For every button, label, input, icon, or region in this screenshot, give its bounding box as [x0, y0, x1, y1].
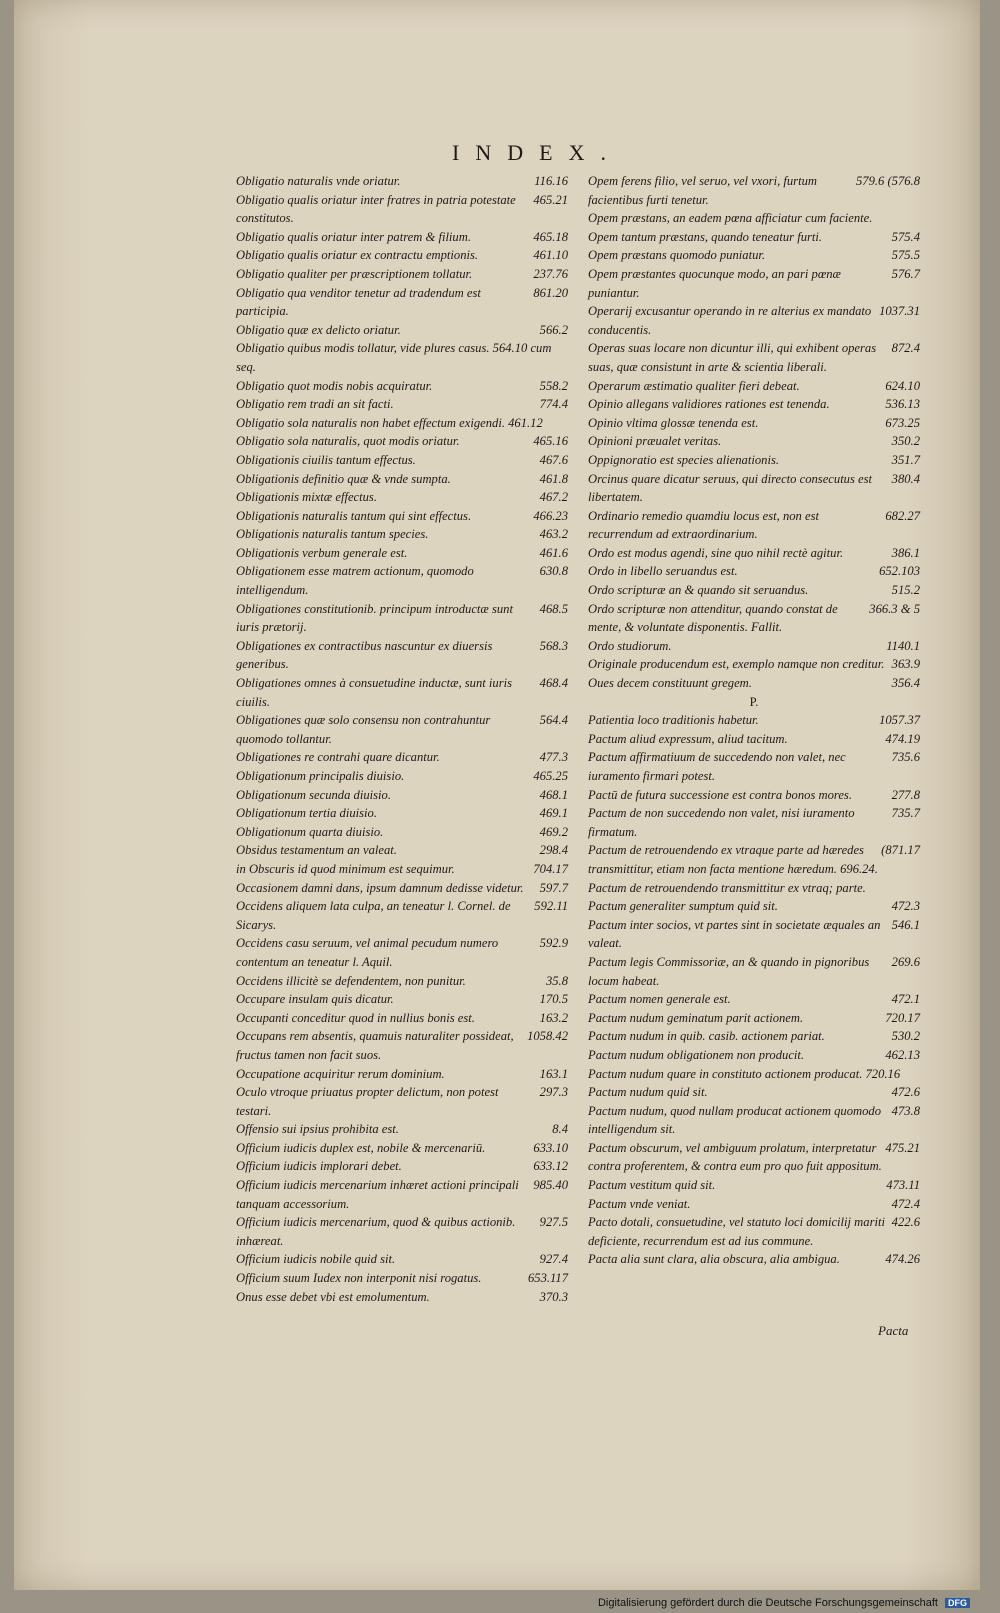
page-reference: 630.8 — [539, 564, 568, 579]
entry-text: Officium suum Iudex non interponit nisi rogatus. — [236, 1271, 482, 1286]
index-entry — [588, 879, 920, 898]
entry-text: Onus esse debet vbi est emolumentum. — [236, 1289, 430, 1304]
page-reference: 735.6 — [891, 750, 920, 765]
entry-text: Occidens illicitè se defendentem, non punitur. — [236, 973, 466, 988]
index-entry — [236, 544, 568, 563]
index-column-left — [236, 172, 568, 1306]
index-entry — [588, 544, 920, 563]
entry-text: Obligatio quot modis nobis acquiratur. — [236, 378, 433, 393]
page-reference: 163.2 — [539, 1010, 568, 1025]
entry-text: Officium iudicis implorari debet. — [236, 1159, 402, 1174]
index-entry — [236, 972, 568, 991]
entry-text: Offensio sui ipsius prohibita est. — [236, 1122, 399, 1137]
page-reference: 473.8 — [891, 1103, 920, 1118]
page-reference: (871.17 — [881, 843, 920, 858]
index-entry — [588, 841, 920, 878]
entry-text: Obligatio qua venditor tenetur ad tradendum est participia. — [236, 285, 481, 319]
page-reference: 985.40 — [533, 1178, 568, 1193]
entry-text: Obligationes re contrahi quare dicantur. — [236, 750, 440, 765]
entry-text: Obligationis naturalis tantum qui sint effectus. — [236, 508, 472, 523]
index-entry — [236, 1288, 568, 1307]
index-entry — [236, 879, 568, 898]
entry-text: Pactum nudum quare in constituto actionem producat. 720.16 — [588, 1066, 901, 1081]
page-reference: 467.6 — [539, 452, 568, 467]
entry-text: Pactum de retrouendendo ex vtraque parte ad hæredes transmittitur, etiam non facta mentione hæredum. 696.24. — [588, 843, 878, 876]
page-reference: 515.2 — [891, 583, 920, 598]
page-reference: 462.13 — [885, 1047, 920, 1062]
entry-text: Occidens aliquem lata culpa, an teneatur l. Cornel. de Sicarys. — [236, 899, 511, 932]
index-entry — [236, 767, 568, 786]
page-reference: 298.4 — [539, 843, 568, 858]
page-reference: 366.3 & 5 — [869, 601, 920, 616]
entry-text: Operarum æstimatio qualiter fieri debeat. — [588, 378, 800, 393]
index-entry — [236, 228, 568, 247]
page-reference: 465.16 — [533, 434, 568, 449]
page-reference: 422.6 — [891, 1215, 920, 1230]
entry-text: P. — [749, 694, 759, 709]
page-reference: 466.23 — [533, 508, 568, 523]
entry-text: Pactum vnde veniat. — [588, 1196, 691, 1211]
index-entry — [236, 1065, 568, 1084]
entry-text: Obligationis verbum generale est. — [236, 545, 408, 560]
page-reference: 774.4 — [539, 397, 568, 412]
page-reference: 592.11 — [534, 899, 568, 914]
index-entry — [588, 674, 920, 693]
entry-text: Pactum nudum geminatum parit actionem. — [588, 1010, 804, 1025]
entry-text: Pactum aliud expressum, aliud tacitum. — [588, 731, 788, 746]
page-reference: 477.3 — [539, 750, 568, 765]
entry-text: Occupans rem absentis, quamuis naturaliter possideat, fructus tamen non facit suos. — [236, 1029, 514, 1062]
entry-text: Obligationes constitutionib. principum introductæ sunt iuris prætorij. — [236, 601, 513, 635]
index-entry — [236, 507, 568, 526]
page-reference: 473.11 — [886, 1178, 920, 1193]
page-reference: 558.2 — [539, 378, 568, 393]
index-entry — [236, 711, 568, 748]
entry-text: Obligationes quæ solo consensu non contrahuntur quomodo tollantur. — [236, 713, 491, 746]
index-entry — [236, 246, 568, 265]
entry-text: Pactum nudum obligationem non producit. — [588, 1047, 805, 1062]
index-column-right — [588, 172, 920, 1269]
entry-text: Obligatio rem tradi an sit facti. — [236, 397, 394, 412]
index-entry — [236, 488, 568, 507]
index-entry — [588, 953, 920, 990]
index-entry — [236, 841, 568, 860]
entry-text: Obligationis ciuilis tantum effectus. — [236, 452, 416, 467]
index-entry — [236, 377, 568, 396]
entry-text: Obligatio qualis oriatur inter patrem & filium. — [236, 229, 471, 244]
entry-text: Obligationum quarta diuisio. — [236, 824, 384, 839]
entry-text: Occupanti conceditur quod in nullius bonis est. — [236, 1010, 475, 1025]
entry-text: Oues decem constituunt gregem. — [588, 676, 752, 691]
index-entry — [236, 1009, 568, 1028]
page-reference: 380.4 — [891, 471, 920, 486]
index-entry — [588, 1195, 920, 1214]
index-entry — [588, 209, 920, 228]
entry-text: Obligationum principalis diuisio. — [236, 769, 405, 783]
entry-text: Ordo studiorum. — [588, 638, 672, 653]
entry-text: Obligationum secunda diuisio. — [236, 787, 391, 802]
entry-text: Opinio allegans validiores rationes est tenenda. — [588, 397, 830, 412]
entry-text: Pactum nudum, quod nullam producat actionem quomodo intelligendum sit. — [588, 1103, 882, 1137]
page-reference: 468.4 — [539, 676, 568, 691]
index-entry — [588, 1065, 920, 1084]
page-reference: 472.3 — [891, 899, 920, 914]
index-entry — [236, 1176, 568, 1213]
page-reference: 1057.37 — [879, 713, 920, 728]
catchword: Pacta — [878, 1323, 909, 1338]
index-entry — [236, 395, 568, 414]
page-reference: 163.1 — [539, 1066, 568, 1081]
page-reference: 576.7 — [891, 266, 920, 281]
entry-text: Occasionem damni dans, ipsum damnum dedisse videtur. — [236, 880, 524, 895]
entry-text: Pactum nudum quid sit. — [588, 1085, 708, 1100]
entry-text: Ordo in libello seruandus est. — [588, 564, 738, 579]
entry-text: Officium iudicis nobile quid sit. — [236, 1252, 396, 1267]
page-reference: 720.17 — [885, 1010, 920, 1025]
index-entry — [236, 1250, 568, 1269]
index-entry — [236, 284, 568, 321]
page-reference: 1037.31 — [879, 304, 920, 319]
entry-text: Pactū de futura successione est contra bonos mores. — [588, 787, 852, 802]
index-entry — [588, 748, 920, 785]
index-entry — [236, 786, 568, 805]
entry-text: Opinio vltima glossæ tenenda est. — [588, 415, 759, 430]
entry-text: Occupare insulam quis dicatur. — [236, 992, 394, 1007]
index-entry — [236, 897, 568, 934]
page-reference: 475.21 — [885, 1140, 920, 1155]
index-entry — [236, 172, 568, 191]
digitization-footer — [598, 1597, 970, 1609]
page-reference: 472.1 — [891, 992, 920, 1007]
page-reference: 682.27 — [885, 508, 920, 523]
entry-text: in Obscuris id quod minimum est sequimur. — [236, 861, 455, 876]
entry-text: Ordo est modus agendi, sine quo nihil rectè agitur. — [588, 545, 844, 560]
page-reference: 356.4 — [891, 676, 920, 691]
entry-text: Oppignoratio est species alienationis. — [588, 452, 779, 467]
page-reference: 530.2 — [891, 1029, 920, 1044]
entry-text: Obligationes ex contractibus nascuntur ex diuersis generibus. — [236, 638, 493, 672]
entry-text: Pactum obscurum, vel ambiguum prolatum, interpretatur contra proferentem, & contra eum pro quo fuit appositum. — [588, 1140, 882, 1174]
page-reference: 735.7 — [891, 806, 920, 821]
page-reference: 652.103 — [879, 564, 920, 579]
entry-text: Obligatio sola naturalis, quot modis oriatur. — [236, 434, 460, 449]
index-entry — [236, 525, 568, 544]
page-reference: 564.4 — [539, 713, 568, 728]
page-reference: 469.1 — [539, 806, 568, 821]
page-reference: 467.2 — [539, 490, 568, 505]
index-entry — [236, 562, 568, 599]
index-entry — [588, 1083, 920, 1102]
page-reference: 465.18 — [533, 229, 568, 244]
entry-text: Originale producendum est, exemplo namque non creditur. — [588, 657, 885, 672]
index-entry — [236, 748, 568, 767]
index-entry — [588, 730, 920, 749]
page-reference: 469.2 — [539, 824, 568, 839]
page-reference: 472.6 — [891, 1085, 920, 1100]
page-reference: 566.2 — [539, 322, 568, 337]
page-reference: 465.21 — [533, 192, 568, 207]
index-entry — [236, 860, 568, 879]
index-entry — [588, 265, 920, 302]
page-reference: 704.17 — [533, 861, 568, 876]
entry-text: Pactum affirmatiuum de succedendo non valet, nec iuramento firmari potest. — [588, 750, 846, 783]
book-page — [14, 0, 980, 1590]
index-entry — [236, 451, 568, 470]
entry-text: Pactum vestitum quid sit. — [588, 1178, 716, 1193]
entry-text: Orcinus quare dicatur seruus, qui directo consecutus est libertatem. — [588, 471, 873, 505]
page-reference: 461.6 — [539, 545, 568, 560]
index-entry — [588, 655, 920, 674]
page-reference: 592.9 — [539, 936, 568, 951]
page-title: INDEX. — [452, 140, 622, 165]
index-entry — [588, 562, 920, 581]
index-entry — [236, 191, 568, 228]
entry-text: Opem præstantes quocunque modo, an pari pœnæ puniantur. — [588, 266, 841, 300]
index-entry — [588, 507, 920, 544]
index-entry — [588, 1139, 920, 1176]
entry-text: Obligationis definitio quæ & vnde sumpta. — [236, 471, 451, 486]
entry-text: Pactum generaliter sumptum quid sit. — [588, 899, 778, 914]
entry-text: Opem præstans quomodo puniatur. — [588, 248, 766, 263]
index-entry — [588, 172, 920, 209]
page-reference: 370.3 — [539, 1289, 568, 1304]
page-reference: 269.6 — [891, 954, 920, 969]
page-reference: 1140.1 — [886, 638, 920, 653]
section-letter — [588, 693, 920, 712]
index-entry — [588, 451, 920, 470]
index-entry — [236, 1027, 568, 1064]
entry-text: Obligatio qualiter per præscriptionem tollatur. — [236, 266, 473, 281]
page-reference: 633.12 — [533, 1159, 568, 1174]
index-entry — [588, 1046, 920, 1065]
index-entry — [588, 395, 920, 414]
entry-text: Patientia loco traditionis habetur. — [588, 713, 759, 728]
entry-text: Obligationes omnes à consuetudine inductæ, sunt iuris ciuilis. — [236, 676, 512, 709]
entry-text: Occupatione acquiritur rerum dominium. — [236, 1066, 445, 1081]
page-reference: 461.10 — [533, 248, 568, 263]
index-entry — [588, 581, 920, 600]
entry-text: Officium iudicis mercenarium, quod & quibus actionib. inhæreat. — [236, 1215, 516, 1248]
page-reference: 351.7 — [891, 452, 920, 467]
index-entry — [236, 1139, 568, 1158]
entry-text: Ordo scripturæ non attenditur, quando constat de mente, & voluntate disponentis. Fallit. — [588, 601, 838, 635]
entry-text: Oculo vtroque priuatus propter delictum, non potest testari. — [236, 1085, 499, 1118]
entry-text: Occidens casu seruum, vel animal pecudum numero contentum an teneatur l. Aquil. — [236, 936, 499, 969]
index-entry — [236, 637, 568, 674]
index-entry — [236, 321, 568, 340]
entry-text: Pactum legis Commissoriæ, an & quando in pignoribus locum habeat. — [588, 954, 870, 988]
entry-text: Pactum de non succedendo non valet, nisi iuramento firmatum. — [588, 806, 855, 839]
page-reference: 468.5 — [539, 601, 568, 616]
page-reference: 297.3 — [539, 1085, 568, 1100]
entry-text: Obligationis naturalis tantum species. — [236, 527, 429, 542]
index-entry — [588, 916, 920, 953]
entry-text: Obligatio quæ ex delicto oriatur. — [236, 322, 401, 337]
entry-text: Pactum de retrouendendo transmittitur ex vtraq; parte. — [588, 880, 866, 895]
page-reference: 575.4 — [891, 229, 920, 244]
entry-text: Pacto dotali, consuetudine, vel statuto loci domicilij mariti deficiente, recurrendum est ad ius commune. — [588, 1215, 885, 1248]
entry-text: Operarij excusantur operando in re alterius ex mandato conducentis. — [588, 304, 872, 337]
entry-text: Obligationum tertia diuisio. — [236, 806, 377, 821]
index-entry — [236, 265, 568, 284]
index-entry — [588, 1176, 920, 1195]
page-reference: 465.25 — [533, 769, 568, 783]
page-reference: 861.20 — [533, 285, 568, 300]
index-entry — [236, 600, 568, 637]
entry-text: Obligationis mixtæ effectus. — [236, 490, 377, 505]
page-reference: 579.6 (576.8 — [855, 174, 920, 188]
entry-text: Opinioni præualet veritas. — [588, 434, 722, 449]
entry-text: Obligatio naturalis vnde oriatur. — [236, 174, 401, 188]
index-entry — [588, 990, 920, 1009]
index-entry — [236, 470, 568, 489]
index-entry — [236, 1083, 568, 1120]
page-reference: 597.7 — [539, 880, 568, 895]
page-reference: 1058.42 — [527, 1029, 568, 1044]
entry-text: Pacta alia sunt clara, alia obscura, alia ambigua. — [588, 1252, 840, 1267]
entry-text: Obligatio sola naturalis non habet effectum exigendi. 461.12 — [236, 415, 543, 430]
page-reference: 237.76 — [533, 266, 568, 281]
index-entry — [588, 711, 920, 730]
page-reference: 927.4 — [539, 1252, 568, 1267]
index-entry — [236, 674, 568, 711]
index-entry — [588, 377, 920, 396]
entry-text: Obligatio qualis oriatur inter fratres in patria potestate constitutos. — [236, 192, 516, 226]
page-reference: 116.16 — [534, 174, 568, 188]
index-entry — [588, 1213, 920, 1250]
entry-text: Pactum nudum in quib. casib. actionem pariat. — [588, 1029, 825, 1044]
index-entry — [588, 246, 920, 265]
page-reference: 170.5 — [539, 992, 568, 1007]
entry-text: Ordinario remedio quamdiu locus est, non est recurrendum ad extraordinarium. — [588, 508, 819, 542]
index-entry — [588, 804, 920, 841]
page-reference: 363.9 — [891, 657, 920, 672]
index-entry — [588, 339, 920, 376]
page-reference: 927.5 — [539, 1215, 568, 1230]
index-entry — [588, 1009, 920, 1028]
page-reference: 463.2 — [539, 527, 568, 542]
index-entry — [236, 1213, 568, 1250]
index-entry — [588, 600, 920, 637]
page-reference: 386.1 — [891, 545, 920, 560]
index-entry — [236, 804, 568, 823]
index-entry — [236, 934, 568, 971]
page-reference: 575.5 — [891, 248, 920, 263]
index-entry — [588, 1027, 920, 1046]
page-reference: 277.8 — [891, 787, 920, 802]
index-entry — [588, 1102, 920, 1139]
index-entry — [236, 339, 568, 376]
entry-text: Officium iudicis mercenarium inhæret actioni principali tanquam accessorium. — [236, 1178, 519, 1211]
index-entry — [588, 897, 920, 916]
entry-text: Officium iudicis duplex est, nobile & mercenariū. — [236, 1140, 486, 1155]
page-reference: 546.1 — [891, 917, 920, 932]
index-entry — [588, 302, 920, 339]
page-reference: 468.1 — [539, 787, 568, 802]
page-reference: 8.4 — [552, 1122, 568, 1137]
footer-text: Digitalisierung gefördert durch die Deutsche Forschungsgemeinschaft — [597, 1597, 938, 1609]
page-reference: 350.2 — [891, 434, 920, 449]
index-entry — [236, 823, 568, 842]
page-reference: 461.8 — [539, 471, 568, 486]
entry-text: Pactum inter socios, vt partes sint in societate æquales an valeat. — [588, 917, 881, 951]
index-entry — [236, 990, 568, 1009]
entry-text: Opem ferens filio, vel seruo, vel vxori, furtum facientibus furti tenetur. — [588, 174, 817, 207]
entry-text: Obligatio quibus modis tollatur, vide plures casus. 564.10 cum seq. — [236, 341, 552, 374]
index-entry — [588, 1250, 920, 1269]
entry-text: Opem præstans, an eadem pœna afficiatur cum faciente. — [588, 211, 873, 226]
entry-text: Obligatio qualis oriatur ex contractu emptionis. — [236, 248, 479, 263]
page-reference: 474.26 — [885, 1252, 920, 1267]
entry-text: Ordo scripturæ an & quando sit seruandus. — [588, 583, 809, 598]
page-reference: 474.19 — [885, 731, 920, 746]
entry-text: Obligationem esse matrem actionum, quomodo intelligendum. — [236, 564, 474, 598]
index-entry — [236, 432, 568, 451]
page-reference: 472.4 — [891, 1196, 920, 1211]
page-reference: 872.4 — [891, 341, 920, 356]
dfg-logo: DFG — [945, 1598, 970, 1608]
page-reference: 568.3 — [539, 638, 568, 653]
index-entry — [588, 414, 920, 433]
page-reference: 35.8 — [545, 973, 568, 988]
index-entry — [236, 1269, 568, 1288]
index-entry — [588, 228, 920, 247]
index-entry — [588, 786, 920, 805]
page-reference: 624.10 — [885, 378, 920, 393]
page-reference: 653.117 — [528, 1271, 568, 1286]
index-entry — [588, 432, 920, 451]
entry-text: Pactum nomen generale est. — [588, 992, 731, 1007]
index-entry — [236, 1120, 568, 1139]
index-entry — [236, 1157, 568, 1176]
index-entry — [236, 414, 568, 433]
entry-text: Operas suas locare non dicuntur illi, qui exhibent operas suas, quæ consistunt in arte & scientia liberali. — [588, 341, 877, 374]
entry-text: Opem tantum præstans, quando teneatur furti. — [588, 229, 823, 244]
index-entry — [588, 637, 920, 656]
page-reference: 536.13 — [885, 397, 920, 412]
page-reference: 673.25 — [885, 415, 920, 430]
index-entry — [588, 470, 920, 507]
page-reference: 633.10 — [533, 1140, 568, 1155]
entry-text: Obsidus testamentum an valeat. — [236, 843, 397, 858]
